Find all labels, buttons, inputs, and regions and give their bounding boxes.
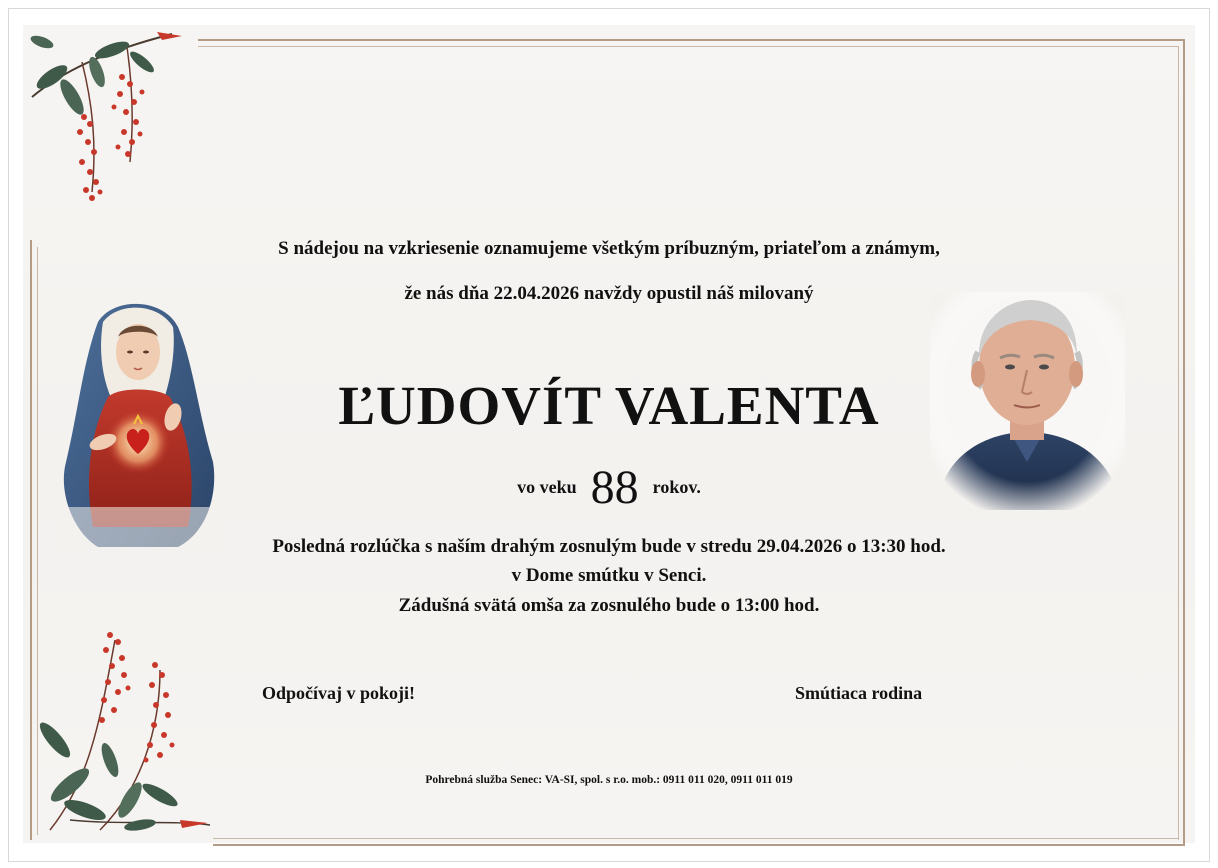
funeral-service-footer: Pohrebná služba Senec: VA-SI, spol. s r.o. mob.: 0911 011 020, 0911 011 019 [425, 774, 793, 786]
frame-line-top-inner [198, 46, 1179, 47]
closing-mourning-family: Smútiaca rodina [795, 683, 923, 703]
age-prefix: vo veku [517, 477, 577, 497]
frame-line-bottom [213, 844, 1185, 846]
frame-line-top [198, 39, 1183, 41]
farewell-line-3: Zádušná svätá omša za zosnulého bude o 13:00 hod. [398, 595, 820, 616]
frame-line-bottom-inner [213, 838, 1179, 839]
age-suffix: rokov. [652, 477, 701, 497]
farewell-line-1: Posledná rozlúčka s naším drahým zosnulým bude v stredu 29.04.2026 o 13:30 hod. [272, 536, 946, 557]
intro-line-1: S nádejou na vzkriesenie oznamujeme všetkým príbuzným, priateľom a známym, [278, 238, 940, 259]
frame-line-right-inner [1178, 46, 1179, 840]
frame-line-right [1183, 39, 1185, 845]
deceased-name: ĽUDOVÍT VALENTA [338, 375, 880, 436]
age-number: 88 [590, 461, 639, 514]
age-line [0, 460, 1218, 515]
berry-branch-bottom-left-icon [30, 620, 220, 840]
closing-rest-in-peace: Odpočívaj v pokoji! [262, 683, 416, 703]
berry-branch-top-left-icon [22, 22, 202, 212]
farewell-line-2: v Dome smútku v Senci. [511, 565, 707, 586]
intro-line-2: že nás dňa 22.04.2026 navždy opustil náš milovaný [404, 283, 814, 304]
